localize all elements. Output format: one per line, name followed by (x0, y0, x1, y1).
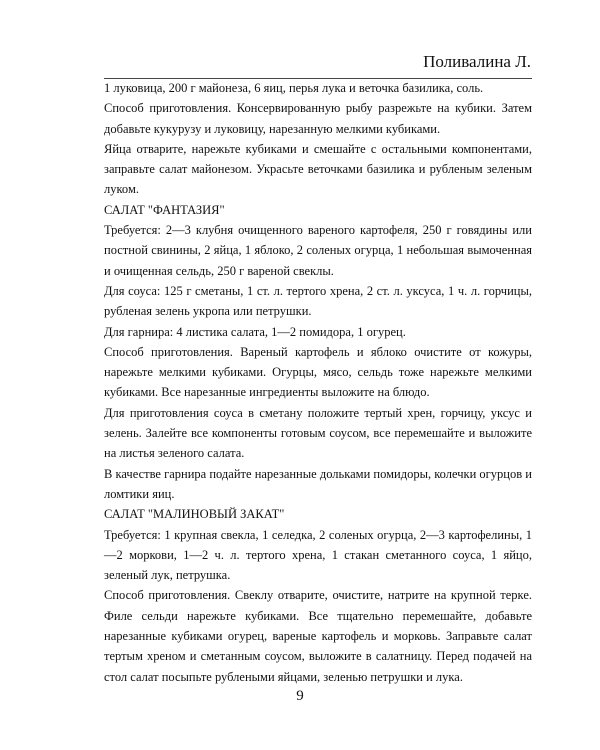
paragraph-fantasia-method: Способ приготовления. Вареный картофель и яблоко очистите от кожуры, нарежьте мелкими кубиками. Огурцы, мясо, сельдь тоже нарежьте мелкими кубиками. Все нарезанные ингредиенты выложите на блюдо. (104, 344, 532, 400)
recipe-title-malinovy-zakat: САЛАТ "МАЛИНОВЫЙ ЗАКАТ" (104, 507, 285, 522)
paragraph-fantasia-sauce: Для соуса: 125 г сметаны, 1 ст. л. тертого хрена, 2 ст. л. уксуса, 1 ч. л. горчицы, рубленая зелень укропа или петрушки. (104, 283, 532, 319)
running-header-author: Поливалина Л. (423, 52, 531, 71)
page-number: 9 (296, 688, 304, 704)
paragraph-zakat-ingredients: Требуется: 1 крупная свекла, 1 селедка, 2 соленых огурца, 2—3 картофелины, 1—2 моркови, 1—2 ч. л. тертого хрена, 1 стакан сметанного соуса, 1 яйцо, зеленый лук, петрушка. (104, 527, 532, 583)
recipe-title-fantasia: САЛАТ "ФАНТАЗИЯ" (104, 202, 225, 217)
paragraph-ingredients-end: 1 луковица, 200 г майонеза, 6 яиц, перья лука и веточка базилика, соль. (104, 81, 484, 95)
paragraph-method-eggs: Яйца отварите, нарежьте кубиками и смешайте с остальными компонентами, заправьте салат майонезом. Украсьте веточками базилика и рубленым зеленым луком. (104, 141, 532, 197)
paragraph-zakat-method: Способ приготовления. Свеклу отварите, очистите, натрите на крупной терке. Филе сельди нарежьте кубиками. Все тщательно перемешайте, добавьте нарезанные кубиками огурец, вареные картофель и морковь. Заправьте салат тертым хреном и сметанным соусом, выложите в салатницу. Перед подачей на стол салат посыпьте рублеными яйцами, зеленью петрушки и лука. (104, 588, 532, 684)
paragraph-fantasia-garnish: Для гарнира: 4 листика салата, 1—2 помидора, 1 огурец. (104, 324, 406, 339)
paragraph-fantasia-ingredients: Требуется: 2—3 клубня очищенного вареного картофеля, 250 г говядины или постной свинины, 2 яйца, 1 яблоко, 2 соленых огурца, 1 небольшая вымоченная и очищенная сельдь, 250 г вареной свеклы. (104, 223, 532, 278)
body-text (104, 78, 532, 687)
paragraph-fantasia-serving: В качестве гарнира подайте нарезанные дольками помидоры, колечки огурцов и ломтики яиц. (104, 466, 532, 501)
paragraph-method-fish: Способ приготовления. Консервированную рыбу разрежьте на кубики. Затем добавьте кукурузу и луковицу, нарезанную мелкими кубиками. (104, 101, 532, 136)
paragraph-fantasia-sauce-method: Для приготовления соуса в сметану положите тертый хрен, горчицу, уксус и зелень. Залейте все компоненты готовым соусом, все перемешайте и выложите на листья зеленого салата. (104, 405, 532, 461)
